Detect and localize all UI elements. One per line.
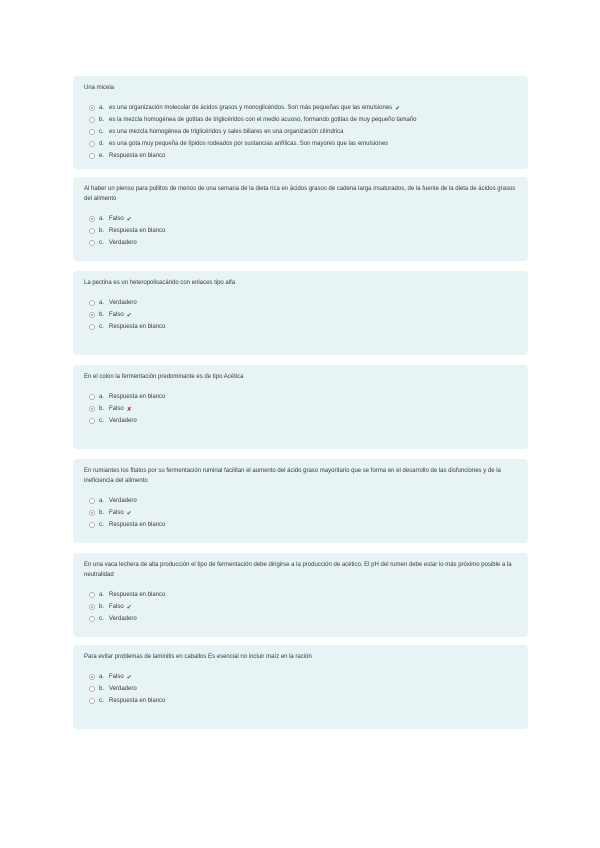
option-label: Falso bbox=[109, 674, 124, 680]
radio-button[interactable] bbox=[89, 698, 95, 704]
radio-button[interactable] bbox=[89, 141, 95, 147]
answer-option[interactable] bbox=[84, 213, 517, 225]
radio-button[interactable] bbox=[89, 324, 95, 330]
option-label: Respuesta en blanco bbox=[109, 698, 166, 704]
option-label: Verdadero bbox=[109, 498, 137, 504]
radio-button[interactable] bbox=[89, 418, 95, 424]
answer-option[interactable] bbox=[84, 671, 517, 683]
option-letter: c. bbox=[99, 418, 104, 424]
option-label: Verdadero bbox=[109, 240, 137, 246]
question-text: Al haber un pienso para pollitos de menos de una semana de la dieta rica en ácidos grasos de cadena larga insaturados, de la fuente de la dieta de ácidos grasos del alimento bbox=[84, 186, 516, 202]
option-letter: c. bbox=[99, 324, 104, 330]
radio-button[interactable] bbox=[89, 510, 95, 516]
radio-button[interactable] bbox=[89, 498, 95, 504]
option-label: Respuesta en blanco bbox=[109, 324, 166, 330]
answer-option[interactable] bbox=[84, 601, 517, 613]
option-letter: c. bbox=[99, 240, 104, 246]
answer-option[interactable] bbox=[84, 150, 517, 162]
answer-option[interactable] bbox=[84, 138, 517, 150]
correct-check-icon: ✔ bbox=[126, 510, 132, 517]
correct-check-icon: ✔ bbox=[126, 674, 132, 681]
question-card bbox=[73, 365, 528, 449]
radio-button[interactable] bbox=[89, 406, 95, 412]
radio-button[interactable] bbox=[89, 312, 95, 318]
question-card bbox=[73, 177, 528, 261]
option-letter: b. bbox=[99, 228, 105, 234]
option-letter: b. bbox=[99, 117, 105, 123]
answer-option[interactable] bbox=[84, 114, 517, 126]
correct-check-icon: ✔ bbox=[126, 604, 132, 611]
option-letter: a. bbox=[99, 674, 105, 680]
answer-option[interactable] bbox=[84, 613, 517, 625]
option-letter: b. bbox=[99, 312, 105, 318]
question-card bbox=[73, 76, 528, 169]
answer-option[interactable] bbox=[84, 683, 517, 695]
correct-check-icon: ✔ bbox=[395, 105, 401, 112]
option-letter: a. bbox=[99, 592, 105, 598]
radio-button[interactable] bbox=[89, 300, 95, 306]
option-label: Respuesta en blanco bbox=[109, 522, 166, 528]
radio-button[interactable] bbox=[89, 240, 95, 246]
option-label: Verdadero bbox=[109, 418, 137, 424]
question-card bbox=[73, 271, 528, 355]
option-letter: a. bbox=[99, 394, 105, 400]
radio-button[interactable] bbox=[89, 674, 95, 680]
option-label: es una organización molecular de ácidos grasos y monoglicéridos. Son más pequeñas que las emulsiones bbox=[109, 105, 393, 111]
answer-option[interactable] bbox=[84, 225, 517, 237]
answer-option[interactable] bbox=[84, 403, 517, 415]
answer-option[interactable] bbox=[84, 589, 517, 601]
option-letter: e. bbox=[99, 153, 105, 159]
question-card bbox=[73, 553, 528, 637]
answer-option[interactable] bbox=[84, 309, 517, 321]
answer-option[interactable] bbox=[84, 519, 517, 531]
option-label: Respuesta en blanco bbox=[109, 228, 166, 234]
radio-button[interactable] bbox=[89, 129, 95, 135]
radio-button[interactable] bbox=[89, 228, 95, 234]
answer-option[interactable] bbox=[84, 126, 517, 138]
answer-option[interactable] bbox=[84, 695, 517, 707]
answer-option[interactable] bbox=[84, 321, 517, 333]
option-label: Falso bbox=[109, 406, 124, 412]
option-letter: a. bbox=[99, 216, 105, 222]
option-label: Verdadero bbox=[109, 686, 137, 692]
radio-button[interactable] bbox=[89, 522, 95, 528]
correct-check-icon: ✔ bbox=[126, 216, 132, 223]
answer-option[interactable] bbox=[84, 495, 517, 507]
option-letter: b. bbox=[99, 510, 105, 516]
option-label: Falso bbox=[109, 312, 124, 318]
answer-option[interactable] bbox=[84, 391, 517, 403]
correct-check-icon: ✔ bbox=[126, 312, 132, 319]
radio-button[interactable] bbox=[89, 616, 95, 622]
option-letter: c. bbox=[99, 522, 104, 528]
option-label: Verdadero bbox=[109, 300, 137, 306]
option-letter: d. bbox=[99, 141, 105, 147]
option-letter: b. bbox=[99, 406, 105, 412]
question-text: En rumiantes los fitatos por su fermentación ruminal facilitan el aumento del ácido graso mayoritario que se forma en el desarrollo de las disfunciones y de la ineficiencia del alimento bbox=[84, 468, 501, 484]
option-label: es una gota muy pequeña de lípidos rodeados por sustancias anfílicas. Son mayores que las emulsiones bbox=[109, 141, 389, 147]
option-label: Respuesta en blanco bbox=[109, 592, 166, 598]
option-label: Falso bbox=[109, 216, 124, 222]
radio-button[interactable] bbox=[89, 216, 95, 222]
question-text: En el colon la fermentación predominante es de tipo Acética bbox=[84, 374, 244, 380]
radio-button[interactable] bbox=[89, 686, 95, 692]
answer-option[interactable] bbox=[84, 102, 517, 114]
option-letter: c. bbox=[99, 616, 104, 622]
option-letter: b. bbox=[99, 604, 105, 610]
option-label: Respuesta en blanco bbox=[109, 153, 166, 159]
answer-option[interactable] bbox=[84, 237, 517, 249]
incorrect-mark-icon: ✘ bbox=[126, 406, 132, 413]
question-text: Una micela bbox=[84, 85, 115, 91]
answer-option[interactable] bbox=[84, 507, 517, 519]
radio-button[interactable] bbox=[89, 592, 95, 598]
answer-option[interactable] bbox=[84, 415, 517, 427]
option-letter: a. bbox=[99, 498, 105, 504]
radio-button[interactable] bbox=[89, 117, 95, 123]
option-label: es una mezcla homogénea de triglicéridos y sales biliares en una organización cilíndrica bbox=[109, 129, 344, 135]
option-label: Falso bbox=[109, 604, 124, 610]
question-card bbox=[73, 459, 528, 543]
option-letter: a. bbox=[99, 300, 105, 306]
radio-button[interactable] bbox=[89, 105, 95, 111]
option-label: Falso bbox=[109, 510, 124, 516]
option-label: es la mezcla homogénea de gotitas de triglicéridos con el medio acuoso, formando gotitas de muy pequeño tamaño bbox=[109, 117, 417, 123]
option-letter: c. bbox=[99, 129, 104, 135]
option-letter: b. bbox=[99, 686, 105, 692]
question-text: La pectina es un heteropolisacárido con enlaces tipo alfa bbox=[84, 280, 236, 286]
option-letter: c. bbox=[99, 698, 104, 704]
question-card bbox=[73, 645, 528, 729]
option-letter: a. bbox=[99, 105, 105, 111]
answer-option[interactable] bbox=[84, 297, 517, 309]
question-text: Para evitar problemas de laminitis en caballos Es esencial no incluir maíz en la ración bbox=[84, 654, 312, 660]
option-label: Respuesta en blanco bbox=[109, 394, 166, 400]
radio-button[interactable] bbox=[89, 153, 95, 159]
question-text: En una vaca lechera de alta producción el tipo de fermentación debe dirigirse a la producción de acético. El pH del rumen debe estar lo más próximo posible a la neutralidad bbox=[84, 562, 512, 578]
option-label: Verdadero bbox=[109, 616, 137, 622]
radio-button[interactable] bbox=[89, 604, 95, 610]
radio-button[interactable] bbox=[89, 394, 95, 400]
